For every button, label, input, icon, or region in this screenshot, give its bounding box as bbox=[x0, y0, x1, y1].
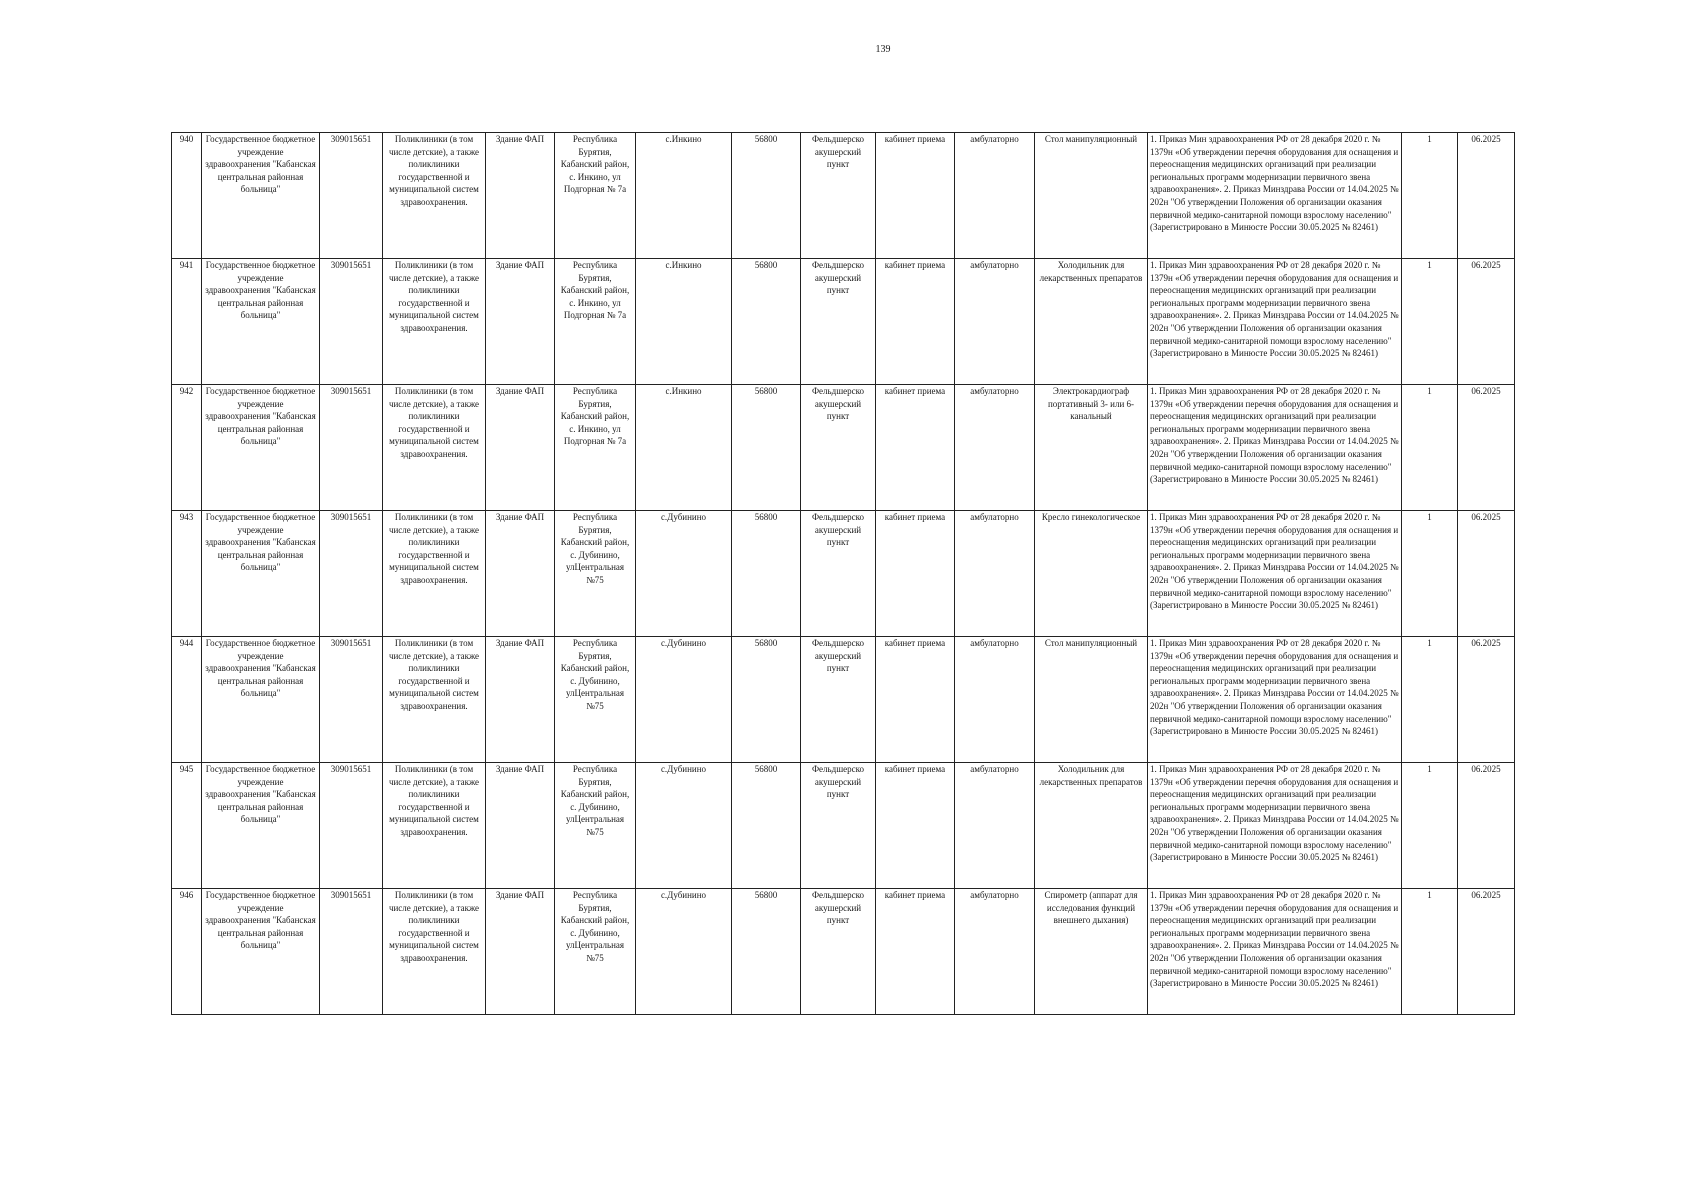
quantity: 1 bbox=[1402, 133, 1458, 259]
locality: с.Дубинино bbox=[636, 637, 732, 763]
address: Республика Бурятия, Кабанский район, с. Дубинино, улЦентральная №75 bbox=[555, 763, 636, 889]
legal-basis: 1. Приказ Мин здравоохранения РФ от 28 декабря 2020 г. № 1379н «Об утверждении перечня оборудования для оснащения и переоснащения медицинских организаций при реализации региональных программ модернизации первичного звена здравоохранения». 2. Приказ Минздрава России от 14.04.2025 № 202н "Об утверждении Положения об организации оказания первичной медико-санитарной помощи взрослому населению" (Зарегистрировано в Минюсте России 30.05.2025 № 82461) bbox=[1148, 889, 1402, 1015]
room: кабинет приема bbox=[876, 385, 955, 511]
page-number: 139 bbox=[875, 44, 891, 55]
equipment-name: Стол манипуляционный bbox=[1035, 637, 1148, 763]
locality: с.Инкино bbox=[636, 133, 732, 259]
organization-name: Государственное бюджетное учреждение здравоохранения "Кабанская центральная районная больница" bbox=[202, 763, 320, 889]
facility-type: Поликлиники (в том числе детские), а также поликлиники государственной и муниципальной систем здравоохранения. bbox=[383, 259, 486, 385]
equipment-name: Холодильник для лекарственных препаратов bbox=[1035, 259, 1148, 385]
okato-code: 56800 bbox=[732, 763, 801, 889]
legal-basis: 1. Приказ Мин здравоохранения РФ от 28 декабря 2020 г. № 1379н «Об утверждении перечня оборудования для оснащения и переоснащения медицинских организаций при реализации региональных программ модернизации первичного звена здравоохранения». 2. Приказ Минздрава России от 14.04.2025 № 202н "Об утверждении Положения об организации оказания первичной медико-санитарной помощи взрослому населению" (Зарегистрировано в Минюсте России 30.05.2025 № 82461) bbox=[1148, 385, 1402, 511]
table-row bbox=[172, 259, 1515, 385]
facility-type: Поликлиники (в том числе детские), а также поликлиники государственной и муниципальной систем здравоохранения. bbox=[383, 385, 486, 511]
structural-unit: Фельдшерско акушерский пункт bbox=[801, 385, 876, 511]
legal-basis: 1. Приказ Мин здравоохранения РФ от 28 декабря 2020 г. № 1379н «Об утверждении перечня оборудования для оснащения и переоснащения медицинских организаций при реализации региональных программ модернизации первичного звена здравоохранения». 2. Приказ Минздрава России от 14.04.2025 № 202н "Об утверждении Положения об организации оказания первичной медико-санитарной помощи взрослому населению" (Зарегистрировано в Минюсте России 30.05.2025 № 82461) bbox=[1148, 763, 1402, 889]
structural-unit: Фельдшерско акушерский пункт bbox=[801, 763, 876, 889]
table-row bbox=[172, 637, 1515, 763]
facility-type: Поликлиники (в том числе детские), а также поликлиники государственной и муниципальной систем здравоохранения. bbox=[383, 889, 486, 1015]
row-number: 942 bbox=[172, 385, 202, 511]
quantity: 1 bbox=[1402, 259, 1458, 385]
table-row bbox=[172, 511, 1515, 637]
equipment-name: Холодильник для лекарственных препаратов bbox=[1035, 763, 1148, 889]
row-number: 944 bbox=[172, 637, 202, 763]
okato-code: 56800 bbox=[732, 511, 801, 637]
locality: с.Дубинино bbox=[636, 763, 732, 889]
room: кабинет приема bbox=[876, 133, 955, 259]
row-number: 943 bbox=[172, 511, 202, 637]
facility-type: Поликлиники (в том числе детские), а также поликлиники государственной и муниципальной систем здравоохранения. bbox=[383, 637, 486, 763]
table-row bbox=[172, 133, 1515, 259]
organization-inn: 309015651 bbox=[320, 763, 383, 889]
building: Здание ФАП bbox=[486, 259, 555, 385]
structural-unit: Фельдшерско акушерский пункт bbox=[801, 889, 876, 1015]
organization-inn: 309015651 bbox=[320, 259, 383, 385]
row-number: 945 bbox=[172, 763, 202, 889]
structural-unit: Фельдшерско акушерский пункт bbox=[801, 259, 876, 385]
address: Республика Бурятия, Кабанский район, с. Инкино, ул Подгорная № 7а bbox=[555, 385, 636, 511]
okato-code: 56800 bbox=[732, 259, 801, 385]
room: кабинет приема bbox=[876, 511, 955, 637]
organization-inn: 309015651 bbox=[320, 889, 383, 1015]
delivery-date: 06.2025 bbox=[1458, 133, 1515, 259]
delivery-date: 06.2025 bbox=[1458, 763, 1515, 889]
legal-basis: 1. Приказ Мин здравоохранения РФ от 28 декабря 2020 г. № 1379н «Об утверждении перечня оборудования для оснащения и переоснащения медицинских организаций при реализации региональных программ модернизации первичного звена здравоохранения». 2. Приказ Минздрава России от 14.04.2025 № 202н "Об утверждении Положения об организации оказания первичной медико-санитарной помощи взрослому населению" (Зарегистрировано в Минюсте России 30.05.2025 № 82461) bbox=[1148, 637, 1402, 763]
care-conditions: амбулаторно bbox=[955, 385, 1035, 511]
legal-basis: 1. Приказ Мин здравоохранения РФ от 28 декабря 2020 г. № 1379н «Об утверждении перечня оборудования для оснащения и переоснащения медицинских организаций при реализации региональных программ модернизации первичного звена здравоохранения». 2. Приказ Минздрава России от 14.04.2025 № 202н "Об утверждении Положения об организации оказания первичной медико-санитарной помощи взрослому населению" (Зарегистрировано в Минюсте России 30.05.2025 № 82461) bbox=[1148, 511, 1402, 637]
table-row bbox=[172, 889, 1515, 1015]
structural-unit: Фельдшерско акушерский пункт bbox=[801, 637, 876, 763]
care-conditions: амбулаторно bbox=[955, 637, 1035, 763]
building: Здание ФАП bbox=[486, 511, 555, 637]
room: кабинет приема bbox=[876, 637, 955, 763]
delivery-date: 06.2025 bbox=[1458, 511, 1515, 637]
table-row bbox=[172, 385, 1515, 511]
facility-type: Поликлиники (в том числе детские), а также поликлиники государственной и муниципальной систем здравоохранения. bbox=[383, 763, 486, 889]
equipment-name: Электрокардиограф портативный 3- или 6-канальный bbox=[1035, 385, 1148, 511]
quantity: 1 bbox=[1402, 637, 1458, 763]
organization-name: Государственное бюджетное учреждение здравоохранения "Кабанская центральная районная больница" bbox=[202, 889, 320, 1015]
row-number: 941 bbox=[172, 259, 202, 385]
care-conditions: амбулаторно bbox=[955, 889, 1035, 1015]
quantity: 1 bbox=[1402, 889, 1458, 1015]
delivery-date: 06.2025 bbox=[1458, 889, 1515, 1015]
care-conditions: амбулаторно bbox=[955, 133, 1035, 259]
okato-code: 56800 bbox=[732, 637, 801, 763]
address: Республика Бурятия, Кабанский район, с. Дубинино, улЦентральная №75 bbox=[555, 511, 636, 637]
row-number: 940 bbox=[172, 133, 202, 259]
okato-code: 56800 bbox=[732, 133, 801, 259]
room: кабинет приема bbox=[876, 889, 955, 1015]
address: Республика Бурятия, Кабанский район, с. Дубинино, улЦентральная №75 bbox=[555, 637, 636, 763]
address: Республика Бурятия, Кабанский район, с. Инкино, ул Подгорная № 7а bbox=[555, 259, 636, 385]
okato-code: 56800 bbox=[732, 889, 801, 1015]
address: Республика Бурятия, Кабанский район, с. Инкино, ул Подгорная № 7а bbox=[555, 133, 636, 259]
care-conditions: амбулаторно bbox=[955, 259, 1035, 385]
structural-unit: Фельдшерско акушерский пункт bbox=[801, 511, 876, 637]
locality: с.Инкино bbox=[636, 385, 732, 511]
care-conditions: амбулаторно bbox=[955, 763, 1035, 889]
room: кабинет приема bbox=[876, 259, 955, 385]
organization-name: Государственное бюджетное учреждение здравоохранения "Кабанская центральная районная больница" bbox=[202, 511, 320, 637]
organization-inn: 309015651 bbox=[320, 511, 383, 637]
care-conditions: амбулаторно bbox=[955, 511, 1035, 637]
delivery-date: 06.2025 bbox=[1458, 637, 1515, 763]
locality: с.Инкино bbox=[636, 259, 732, 385]
equipment-name: Спирометр (аппарат для исследования функций внешнего дыхания) bbox=[1035, 889, 1148, 1015]
facility-type: Поликлиники (в том числе детские), а также поликлиники государственной и муниципальной систем здравоохранения. bbox=[383, 511, 486, 637]
facility-type: Поликлиники (в том числе детские), а также поликлиники государственной и муниципальной систем здравоохранения. bbox=[383, 133, 486, 259]
organization-name: Государственное бюджетное учреждение здравоохранения "Кабанская центральная районная больница" bbox=[202, 385, 320, 511]
legal-basis: 1. Приказ Мин здравоохранения РФ от 28 декабря 2020 г. № 1379н «Об утверждении перечня оборудования для оснащения и переоснащения медицинских организаций при реализации региональных программ модернизации первичного звена здравоохранения». 2. Приказ Минздрава России от 14.04.2025 № 202н "Об утверждении Положения об организации оказания первичной медико-санитарной помощи взрослому населению" (Зарегистрировано в Минюсте России 30.05.2025 № 82461) bbox=[1148, 259, 1402, 385]
row-number: 946 bbox=[172, 889, 202, 1015]
legal-basis: 1. Приказ Мин здравоохранения РФ от 28 декабря 2020 г. № 1379н «Об утверждении перечня оборудования для оснащения и переоснащения медицинских организаций при реализации региональных программ модернизации первичного звена здравоохранения». 2. Приказ Минздрава России от 14.04.2025 № 202н "Об утверждении Положения об организации оказания первичной медико-санитарной помощи взрослому населению" (Зарегистрировано в Минюсте России 30.05.2025 № 82461) bbox=[1148, 133, 1402, 259]
delivery-date: 06.2025 bbox=[1458, 259, 1515, 385]
building: Здание ФАП bbox=[486, 763, 555, 889]
okato-code: 56800 bbox=[732, 385, 801, 511]
equipment-registry-table bbox=[171, 132, 1515, 1015]
equipment-name: Кресло гинекологическое bbox=[1035, 511, 1148, 637]
quantity: 1 bbox=[1402, 385, 1458, 511]
quantity: 1 bbox=[1402, 511, 1458, 637]
delivery-date: 06.2025 bbox=[1458, 385, 1515, 511]
equipment-name: Стол манипуляционный bbox=[1035, 133, 1148, 259]
room: кабинет приема bbox=[876, 763, 955, 889]
organization-name: Государственное бюджетное учреждение здравоохранения "Кабанская центральная районная больница" bbox=[202, 259, 320, 385]
locality: с.Дубинино bbox=[636, 511, 732, 637]
organization-inn: 309015651 bbox=[320, 385, 383, 511]
building: Здание ФАП bbox=[486, 385, 555, 511]
address: Республика Бурятия, Кабанский район, с. Дубинино, улЦентральная №75 bbox=[555, 889, 636, 1015]
organization-name: Государственное бюджетное учреждение здравоохранения "Кабанская центральная районная больница" bbox=[202, 637, 320, 763]
building: Здание ФАП bbox=[486, 889, 555, 1015]
table-row bbox=[172, 763, 1515, 889]
locality: с.Дубинино bbox=[636, 889, 732, 1015]
organization-name: Государственное бюджетное учреждение здравоохранения "Кабанская центральная районная больница" bbox=[202, 133, 320, 259]
quantity: 1 bbox=[1402, 763, 1458, 889]
organization-inn: 309015651 bbox=[320, 133, 383, 259]
organization-inn: 309015651 bbox=[320, 637, 383, 763]
structural-unit: Фельдшерско акушерский пункт bbox=[801, 133, 876, 259]
building: Здание ФАП bbox=[486, 637, 555, 763]
building: Здание ФАП bbox=[486, 133, 555, 259]
